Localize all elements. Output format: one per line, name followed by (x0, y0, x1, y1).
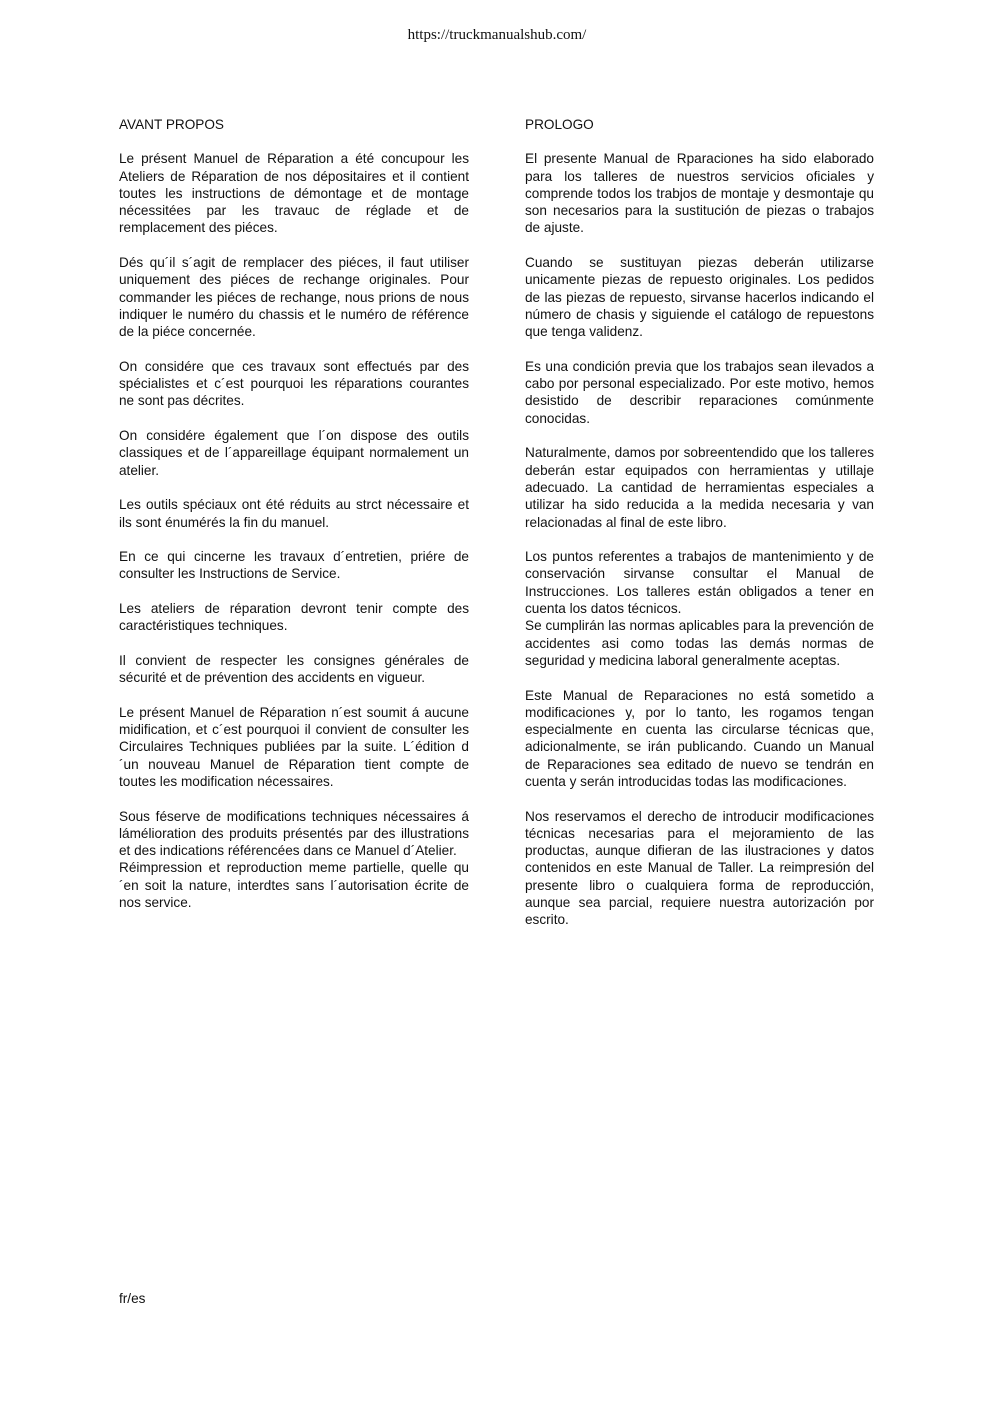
left-paragraph: Le présent Manuel de Réparation n´est soumit á aucune midification, et c´est pourquoi il convient de consulter les Circulaires Techniques publiées par la suite. L´édition d´un nouveau Manuel de Réparation tient compte de toutes les modification nécessaires. (119, 704, 469, 789)
left-paragraph: En ce qui cincerne les travaux d´entretien, priére de consulter les Instructions de Service. (119, 549, 469, 582)
right-paragraph: Se cumplirán las normas aplicables para la prevención de accidentes asi como todas las demás normas de seguridad y medicina laboral generalmente aceptas. (525, 618, 874, 668)
left-paragraph: Les outils spéciaux ont été réduits au strct nécessaire et ils sont énumérés la fin du manuel. (119, 497, 469, 530)
left-paragraph: On considére également que l´on dispose des outils classiques et de l´appareillage équipant normalement un atelier. (119, 428, 469, 478)
left-paragraph: Les ateliers de réparation devront tenir compte des caractéristiques techniques. (119, 601, 469, 634)
left-paragraph: Réimpression et reproduction meme partielle, quelle qu´en soit la nature, interdtes sans l´autorisation écrite de nos service. (119, 860, 469, 911)
right-column-spanish (525, 116, 874, 946)
left-column-title: AVANT PROPOS (119, 117, 224, 132)
right-column-title: PROLOGO (525, 117, 594, 132)
right-paragraph: Este Manual de Reparaciones no está sometido a modificaciones y, por lo tanto, les rogamos tengan especialmente en cuenta las circularse técnicas que, adicionalmente, se irán publicando. Cuando un Manual de Reparaciones sea editado de nuevo se tendrán en cuenta y serán introducidas todas las modificaciones. (525, 687, 874, 789)
right-paragraph: Es una condición previa que los trabajos sean ilevados a cabo por personal especializado. Por este motivo, hemos desistido de describir reparaciones comúnmente conocidas. (525, 358, 874, 426)
footer-language-code: fr/es (119, 1291, 146, 1306)
right-paragraph: Los puntos referentes a trabajos de mantenimiento y de conservación sirvanse consultar el Manual de Instrucciones. Los talleres están obligados a tener en cuenta los datos técnicos. (525, 549, 874, 617)
right-paragraph: Cuando se sustituyan piezas deberán utilizarse unicamente piezas de repuesto originales. Los pedidos de las piezas de repuesto, sirvanse hacerlos indicando el número de chasis y siguiende el catálogo de repuestons que tenga validenz. (525, 255, 874, 340)
right-paragraph: El presente Manual de Rparaciones ha sido elaborado para los talleres de nuestros servicios oficiales y comprende todos los trabjos de montaje y desmontaje qu son necesarios para la sustitución de piezas o trabajos de ajuste. (525, 151, 874, 236)
header-url: https://truckmanualshub.com/ (407, 27, 587, 43)
left-paragraph: Il convient de respecter les consignes générales de sécurité et de prévention des accidents en vigueur. (119, 652, 469, 686)
left-paragraph: Le présent Manuel de Réparation a été concupour les Ateliers de Réparation de nos dépositaires et il contient toutes les instructions de démontage et de montage nécessitées par les travauc de réglade et de remplacement des piéces. (119, 151, 469, 236)
left-paragraph: Dés qu´il s´agit de remplacer des piéces, il faut utiliser uniquement des piéces de rechange originales. Pour commander les piéces de rechange, nous prions de nous indiquer le numéro du chassis et le numéro de référence de la piéce concernée. (119, 255, 469, 340)
left-paragraph: Sous féserve de modifications techniques nécessaires á lámélioration des produits présentés par des illustrations et des indications référencées dans ce Manuel d´Atelier. (119, 808, 469, 859)
left-paragraph: On considére que ces travaux sont effectués par des spécialistes et c´est pourquoi les réparations courantes ne sont pas décrites. (119, 358, 469, 409)
left-column-french (119, 116, 469, 929)
right-paragraph: Naturalmente, damos por sobreentendido que los talleres deberán estar equipados con herramientas y utillaje adecuado. La cantidad de herramientas especiales a utilizar ha sido reducida a la medida necesaria y van relacionadas al final de este libro. (525, 445, 874, 530)
right-paragraph: Nos reservamos el derecho de introducir modificaciones técnicas necesarias para el mejoramiento de las productas, aunque difieran de las ilustraciones y datos contenidos en este Manual de Taller. La reimpresión del presente libro o cualquiera forma de reproducción, aunque sea parcial, requiere nuestra autorización por escrito. (525, 808, 874, 928)
